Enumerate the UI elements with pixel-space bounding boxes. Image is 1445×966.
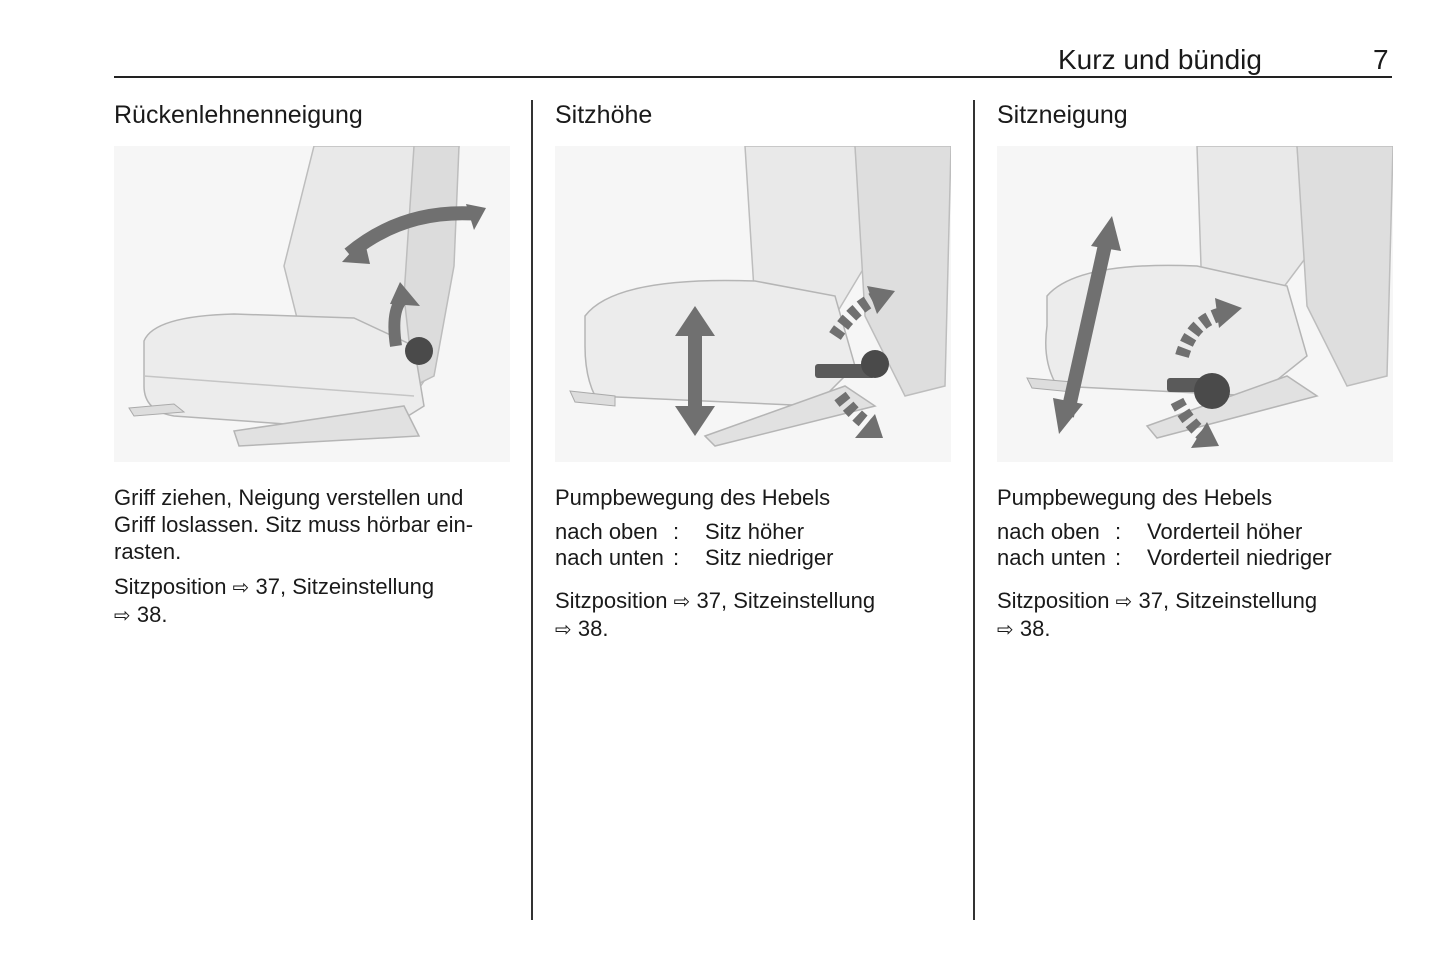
action-table (555, 519, 953, 571)
ref-label: Sitzposition (114, 574, 227, 599)
action-value: Vorderteil höher (1147, 519, 1303, 544)
seat-backrest-recline-icon (114, 146, 510, 462)
action-table (997, 519, 1395, 571)
ref-link[interactable]: 37, Sitzeinstellung (696, 588, 876, 613)
ref-link[interactable]: 38. (136, 602, 168, 627)
section-title: Kurz und bündig (1058, 44, 1262, 75)
action-separator: : (673, 545, 680, 570)
action-row (997, 519, 1395, 545)
intro-text: Pumpbewegung des Hebels (997, 485, 1273, 510)
ref-link[interactable]: 37, Sitzeinstellung (255, 574, 435, 599)
column-title: Sitzhöhe (555, 101, 653, 129)
column-title: Rückenlehnenneigung (114, 101, 363, 129)
seat-height-lever-icon (555, 146, 951, 462)
column-title: Sitzneigung (997, 101, 1128, 129)
column-seat-tilt (997, 100, 1395, 643)
action-separator: : (1115, 519, 1122, 544)
right-arrow-outline-icon: ⇨ (997, 617, 1014, 641)
ref-link[interactable]: 38. (1019, 616, 1051, 641)
header-rule (114, 76, 1392, 78)
action-key: nach oben (555, 519, 658, 544)
instruction-line: Griff loslassen. Sitz muss hörbar ein- (114, 512, 474, 537)
column-divider (973, 100, 975, 920)
action-value: Sitz höher (705, 519, 805, 544)
action-key: nach unten (555, 545, 664, 570)
right-arrow-outline-icon: ⇨ (1115, 589, 1133, 613)
ref-link[interactable]: 37, Sitzeinstellung (1138, 588, 1318, 613)
right-arrow-outline-icon: ⇨ (673, 589, 691, 613)
cross-reference (555, 587, 953, 643)
action-row (555, 519, 953, 545)
page-number: 7 (1373, 44, 1389, 75)
ref-link[interactable]: 38. (577, 616, 609, 641)
column-seat-height (555, 100, 953, 643)
column-backrest-recline (114, 100, 512, 629)
action-value: Vorderteil niedriger (1147, 545, 1332, 570)
right-arrow-outline-icon: ⇨ (232, 575, 250, 599)
action-separator: : (673, 519, 680, 544)
ref-label: Sitzposition (997, 588, 1110, 613)
action-row (555, 545, 953, 571)
cross-reference (114, 573, 512, 629)
right-arrow-outline-icon: ⇨ (114, 603, 131, 627)
instruction-line: Griff ziehen, Neigung verstellen und (114, 485, 464, 510)
action-separator: : (1115, 545, 1122, 570)
action-key: nach oben (997, 519, 1100, 544)
cross-reference (997, 587, 1395, 643)
action-row (997, 545, 1395, 571)
column-divider (531, 100, 533, 920)
ref-label: Sitzposition (555, 588, 668, 613)
seat-tilt-lever-icon (997, 146, 1393, 462)
right-arrow-outline-icon: ⇨ (555, 617, 572, 641)
instruction-line: rasten. (114, 539, 182, 564)
intro-text: Pumpbewegung des Hebels (555, 485, 831, 510)
action-key: nach unten (997, 545, 1106, 570)
action-value: Sitz niedriger (705, 545, 834, 570)
